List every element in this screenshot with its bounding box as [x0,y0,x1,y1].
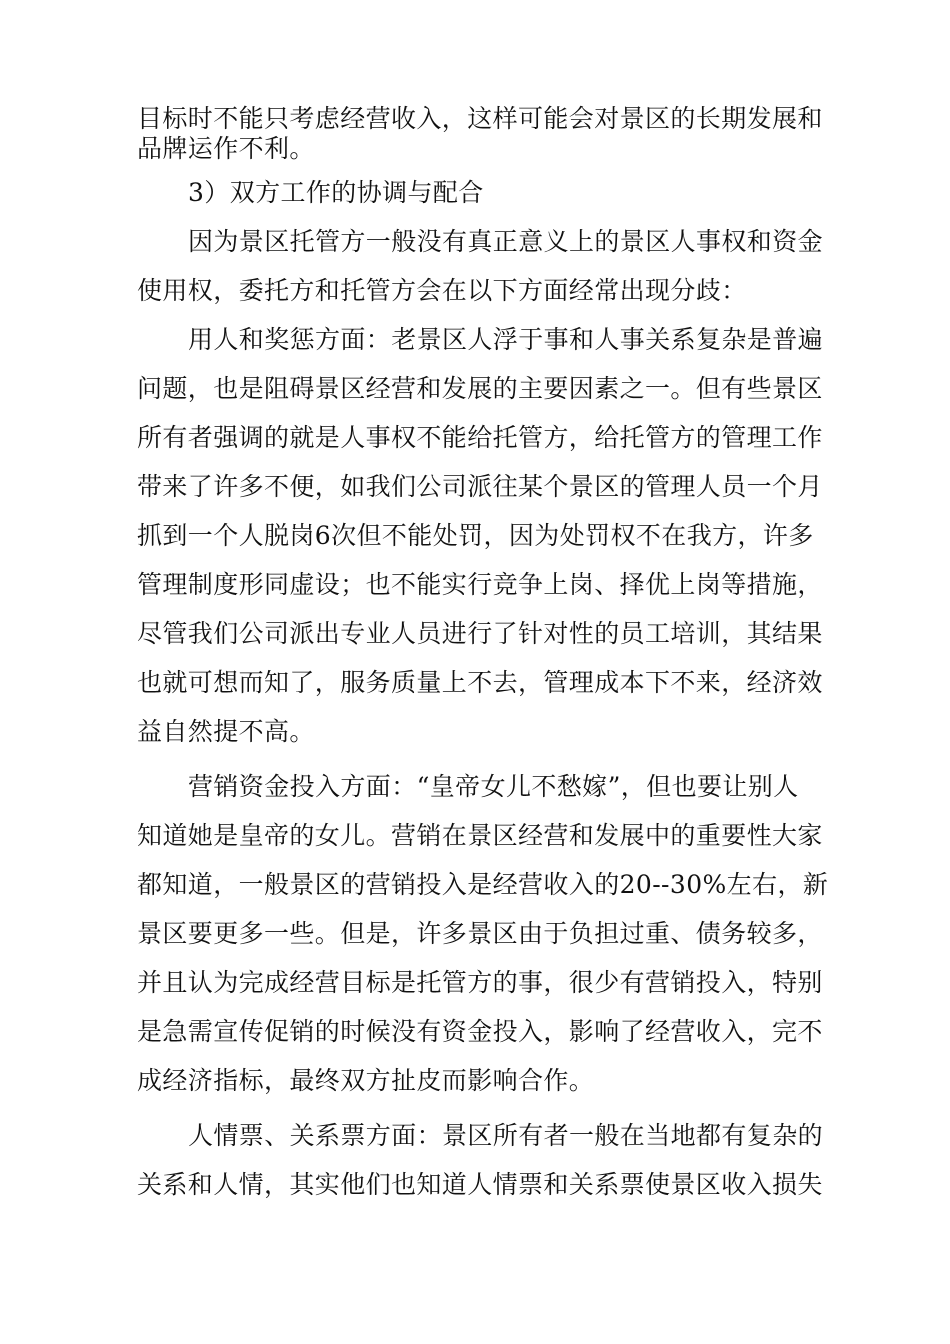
text-line: 成经济指标，最终双方扯皮而影响合作。 [137,1066,595,1095]
text-line: 尽管我们公司派出专业人员进行了针对性的员工培训，其结果 [137,619,823,648]
text-line: 都知道，一般景区的营销投入是经营收入的20--30%左右，新 [137,870,829,899]
paragraph-start: 用人和奖惩方面：老景区人浮于事和人事关系复杂是普遍 [188,325,824,354]
text-line: 管理制度形同虚设；也不能实行竞争上岗、择优上岗等措施， [137,570,823,599]
text-line: 关系和人情，其实他们也知道人情票和关系票使景区收入损失 [137,1170,823,1199]
paragraph-start: 因为景区托管方一般没有真正意义上的景区人事权和资金 [188,227,824,256]
text-line: 并且认为完成经营目标是托管方的事，很少有营销投入，特别 [137,968,823,997]
text-line: 抓到一个人脱岗6次但不能处罚，因为处罚权不在我方，许多 [137,521,814,550]
text-line: 品牌运作不利。 [137,134,315,163]
text-line: 问题，也是阻碍景区经营和发展的主要因素之一。但有些景区 [137,374,823,403]
text-line: 益自然提不高。 [137,717,315,746]
paragraph-start: 营销资金投入方面：“皇帝女儿不愁嫁”，但也要让别人 [188,772,799,801]
subheading: 3）双方工作的协调与配合 [188,178,484,207]
text-line: 目标时不能只考虑经营收入，这样可能会对景区的长期发展和 [137,104,823,133]
text-line: 也就可想而知了，服务质量上不去，管理成本下不来，经济效 [137,668,823,697]
text-line: 使用权，委托方和托管方会在以下方面经常出现分歧： [137,276,747,305]
paragraph-start: 人情票、关系票方面：景区所有者一般在当地都有复杂的 [188,1121,824,1150]
text-line: 知道她是皇帝的女儿。营销在景区经营和发展中的重要性大家 [137,821,823,850]
text-line: 所有者强调的就是人事权不能给托管方，给托管方的管理工作 [137,423,823,452]
text-line: 带来了许多不便，如我们公司派往某个景区的管理人员一个月 [137,472,823,501]
text-line: 是急需宣传促销的时候没有资金投入，影响了经营收入，完不 [137,1017,823,1046]
text-line: 景区要更多一些。但是，许多景区由于负担过重、债务较多， [137,919,823,948]
